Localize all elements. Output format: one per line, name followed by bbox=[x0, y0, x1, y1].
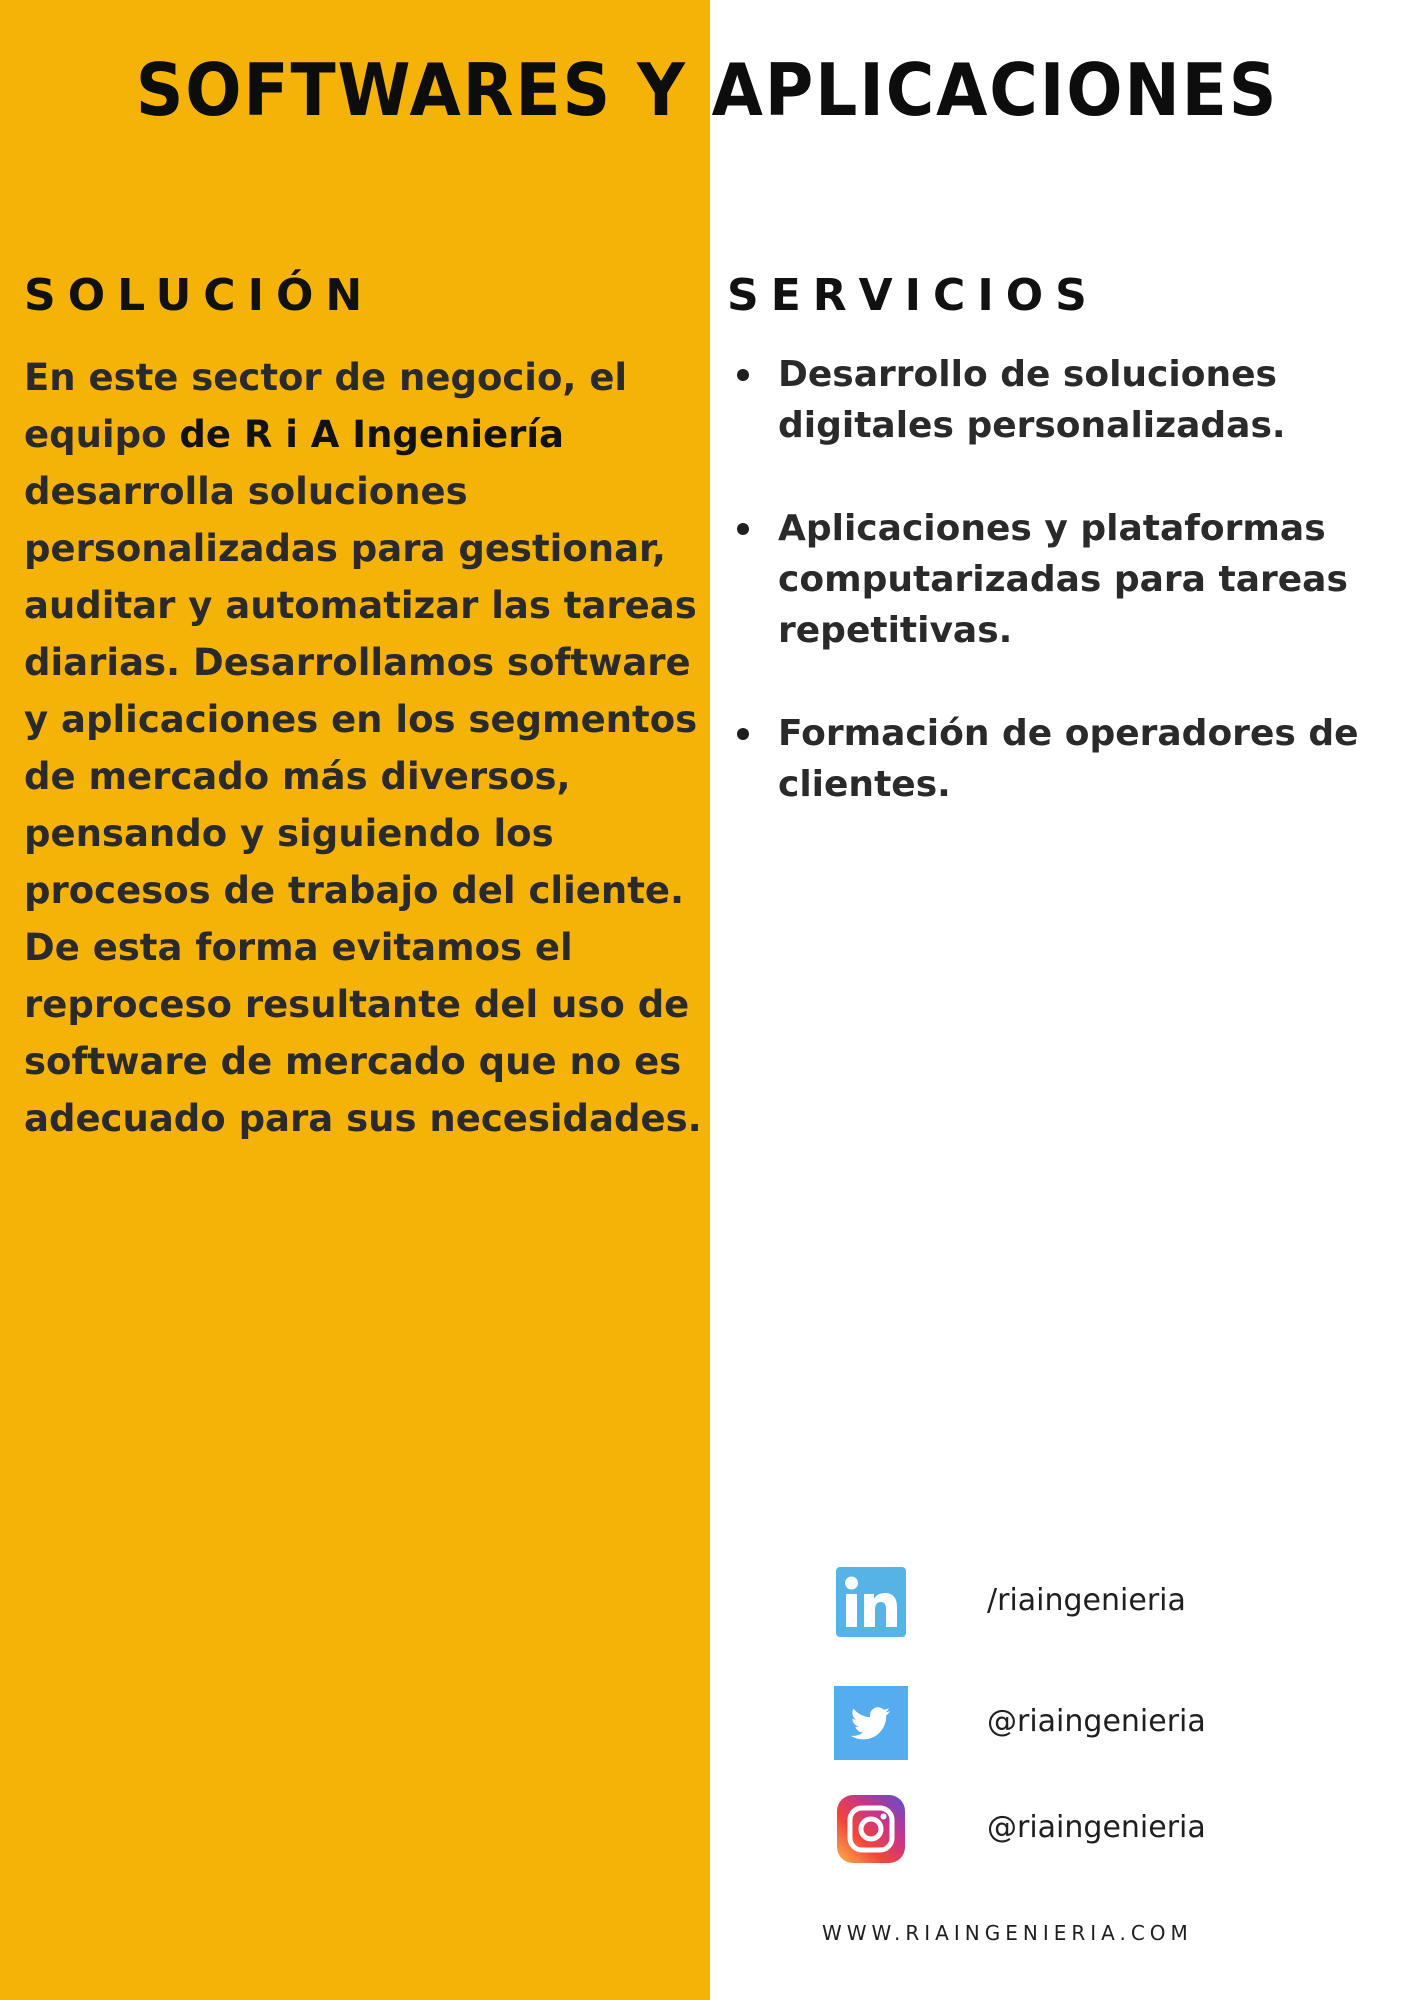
social-twitter[interactable] bbox=[834, 1686, 1374, 1760]
bullet-icon bbox=[737, 728, 749, 740]
page-title: SOFTWARES Y APLICACIONES bbox=[135, 48, 1279, 132]
solution-paragraph bbox=[24, 349, 704, 1147]
service-item-text: Desarrollo de soluciones digitales personalizadas. bbox=[778, 354, 1286, 446]
instagram-handle[interactable]: @riaingenieria bbox=[987, 1810, 1206, 1845]
twitter-handle[interactable]: @riaingenieria bbox=[987, 1704, 1206, 1739]
solution-heading: SOLUCIÓN bbox=[24, 270, 375, 321]
service-item bbox=[725, 708, 1375, 810]
bullet-icon bbox=[737, 369, 749, 381]
solution-text-rest: desarrolla soluciones personalizadas para gestionar, auditar y automatizar las tareas diarias. Desarrollamos software y aplicaciones en los segmentos de mercado más diversos, pensando y siguiendo los procesos de trabajo del cliente. De esta forma evitamos el reproceso resultante del uso de software de mercado que no es adecuado para sus necesidades. bbox=[24, 470, 702, 1140]
service-item bbox=[725, 503, 1375, 656]
website-link[interactable]: WWW.RIAINGENIERIA.COM bbox=[822, 1921, 1193, 1945]
instagram-icon[interactable] bbox=[834, 1792, 908, 1866]
services-heading: SERVICIOS bbox=[727, 270, 1099, 321]
linkedin-handle[interactable]: /riaingenieria bbox=[987, 1583, 1186, 1618]
social-linkedin[interactable] bbox=[834, 1565, 1374, 1639]
service-item-text: Aplicaciones y plataformas computarizadas para tareas repetitivas. bbox=[778, 508, 1348, 651]
twitter-icon[interactable] bbox=[834, 1686, 908, 1760]
solution-text-intro: En este sector de negocio, el equipo bbox=[24, 356, 628, 456]
social-instagram[interactable] bbox=[834, 1792, 1374, 1866]
services-list bbox=[725, 349, 1375, 810]
service-item-text: Formación de operadores de clientes. bbox=[778, 713, 1359, 805]
service-item bbox=[725, 349, 1375, 451]
bullet-icon bbox=[737, 523, 749, 535]
company-name: de R i A Ingeniería bbox=[179, 413, 565, 456]
linkedin-icon[interactable] bbox=[834, 1565, 908, 1639]
